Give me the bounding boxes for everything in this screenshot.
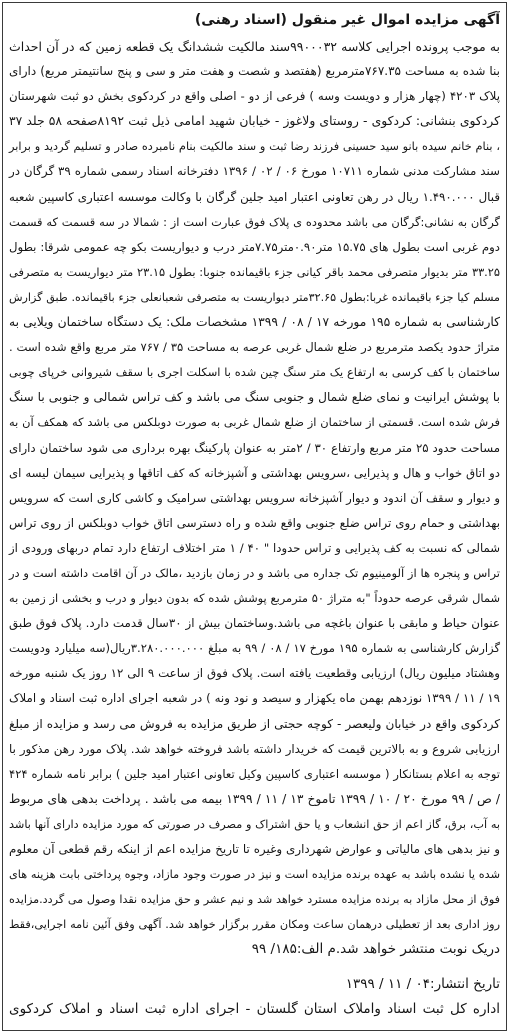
notice-line: مساحت حدود ۲۵ متر مربع وارتفاع ۳۰ / ۲متر به عنوان پارکینگ بهره برداری می شود ساختمان دارای [9, 440, 500, 455]
notice-line: / ص / ۹۹ مورخ ۲۰ / ۱۰ / ۱۳۹۹ تاموخ ۱۳ / ۱۱ / ۱۳۹۹ بیمه می باشد . پرداخت بدهی های مربوط [9, 791, 501, 806]
notice-line: کردکوی واقع در خیابان ولیعصر - کوچه حجتی از طریق مزایده به فروش می رسد و مزایده از مبلغ [9, 716, 500, 731]
notice-line: و دیوار و سقف آن اندود و دیوار آشپزخانه سرویس بهداشتی سرامیک و کاشی کاری است که سرویس [9, 490, 500, 505]
notice-line: دریک نوبت منتشر خواهد شد.م الف:۱۸۵/ ۹۹ [251, 941, 500, 958]
notice-line: ساختمان با کف کرسی به ارتفاع یک متر سنگ چین شده با اسکلت اجری با سقف شیروانی خرپای چوبی [9, 365, 500, 380]
notice-line: دوم غربی است بطول های ۱۵.۷۵ متر۰.۹۰متر۷.۷۵متر درب و دیواریست بکو چه عمومی شرقا: بطول [9, 239, 500, 254]
notice-line: بنا شده به مساحت ۷۶۷.۳۵مترمربع (هفتصد و شصت و هفت متر و سی و پنج سانتیمتر مربع) دارای [9, 64, 500, 79]
notice-line: مسلم کیا جزء باقیمانده غربا:بطول ۳۲.۶۵متر دیواریست به متصرفی شعبانعلی جزء باقیمانده. طبق گزارش [9, 290, 500, 304]
notice-line: کارشناسی به شماره ۱۹۵ مورخه ۱۷ / ۰۸ / ۱۳۹۹ مشخصات ملک: یک دستگاه ساختمان ویلایی به [9, 315, 501, 330]
notice-line: وهشتاد میلیون ریال) ارزیابی وقطعیت یافته است. پلاک فوق از ساعت ۹ الی ۱۲ روز یک شنبه مورخه [9, 666, 500, 681]
notice-line: با پوشش ایرانیت و نمای ضلع شمال و جنوبی سنگ می باشد و کف تراس شمالی و جنوبی با سنگ [9, 390, 500, 405]
notice-line: کردکوی بنشانی: کردکوی - روستای ولاغوز - خیابان شهید امامی ذیل ثبت ۸۱۹۲صفحه ۵۸ جلد ۳۷ [9, 114, 500, 129]
notice-line: ، بنام خانم سیده بانو سید حسینی فرزند رضا ثبت و سند مالکیت بنام نامبرده صادر و تسلیم گردید و برابر [9, 139, 500, 154]
notice-line: متراژ حدود یکصد مترمربع در ضلع شمال غربی عرصه به مساحت ۳۵ / ۷۶۷ متر مربع واقع شده است . [9, 340, 500, 355]
publish-date: تاریخ انتشار:۰۴ / ۱۱ / ۱۳۹۹ [345, 976, 500, 993]
notice-line: پلاک ۴۲۰۳ (چهار هزار و دویست وسه ) فرعی از دو - اصلی واقع در کردکوی بخش دو ثبت شهرستان [9, 89, 500, 104]
notice-line: قبال ۱.۴۹۰.۰۰۰ ریال در رهن تعاونی اعتبار امید جلین گرگان با وکالت موسسه اعتباری کاسپین شعبه [9, 189, 500, 204]
notice-line: ۱۹ / ۱۱ / ۱۳۹۹ نوزدهم بهمن ماه یکهزار و سیصد و نود ونه ) در شعبه اجرای اداره ثبت اسناد و املاک [9, 691, 500, 706]
notice-line: توجه به اعلام بستانکار ( موسسه اعتباری کاسپین وکیل تعاونی اعتبار امید جلین ) برابر نامه شماره ۴۲۴ [9, 766, 500, 781]
notice-line: گرگان به نشانی:گرگان می باشد محدوده ی پلاک فوق عبارت است از : شمالا در سه قسمت که قسمت [9, 214, 500, 229]
notice-line: عنوان حیاط و مابقی با عنوان باغچه می باشد.وساختمان بیش از ۳۰سال قدمت دارد. پلاک فوق طبق [9, 616, 500, 631]
notice-line: ۳۳.۲۵ متر بدیوار متصرفی محمد باقر کیانی جزء باقیمانده جنوبا: بطول ۲۳.۱۵ متر دیواریست به متصرفی [9, 264, 500, 279]
notice-line: سند مشارکت مدنی شماره ۱۰۷۱۱ مورخ ۰۶ / ۰۲ / ۱۳۹۶ دفترخانه اسناد رسمی شماره ۳۹ گرگان در [9, 164, 500, 179]
notice-line: ارزیابی شروع و به بالاترین قیمت که خریدار داشته باشد فروخته خواهد شد. پلاک مورد رهن مذکور با [9, 741, 500, 756]
notice-line: شمالی که نسبت به کف پذیرایی و تراس حدودا " ۴۰ / ۱ متر اختلاف ارتفاع دارد تمام دربهای ورودی از [9, 540, 500, 555]
notice-line: فرش شده است. قسمتی از ساختمان از ضلع شمال غربی به صورت دوبلکس می باشد که همکف آن به [9, 415, 500, 430]
notice-footer [9, 972, 500, 1022]
notice-line: فوق از محل مازاد به برنده مزایده مسترد خواهد شد و نیم عشر و حق مزایده نقدا وصول می گردد.مزایده [9, 893, 500, 907]
notice-line: روز اداری بعد از تعطیلی درهمان ساعت ومکان مقرر برگزار خواهد شد. آگهی وفق آئین نامه اجرایی،فقط [9, 918, 500, 932]
notice-line: شمال شرقی عرصه حدوداً "به متراژ ۵۰ مترمربع پوشش شده که بدون دیوار و درب و بخشی از زمین به [9, 591, 500, 606]
notice-line: و نیز بدهی های مالیاتی و عوارض شهرداری وغیره تا تاریخ مزایده اعم از اینکه رقم قطعی آن معلوم [9, 842, 500, 856]
notice-frame [2, 2, 507, 1031]
issuer-line: اداره کل ثبت اسناد واملاک استان گلستان - اجرای اداره ثبت اسناد و املاک کردکوی [9, 1001, 500, 1018]
notice-title: آگهی مزایده اموال غیر منقول (اسناد رهنی) [194, 12, 500, 28]
notice-line: به موجب پرونده اجرایی کلاسه ۹۹۰۰۰۳۲سند مالکیت ششدانگ یک قطعه زمین که در آن احداث [9, 39, 500, 54]
notice-body [9, 34, 500, 962]
notice-line: تراس و پنجره ها از آلومینیوم تک جداره می باشد و در زمان بازدید ،مالک در آن اقامت داشته است و در [9, 565, 500, 580]
notice-line: دو اتاق خواب و هال و پذیرایی ،سرویس بهداشتی و آشپزخانه که کف اتاقها و پذیرایی سیمان لیسه ای [9, 465, 500, 480]
notice-line: بهداشتی و حمام روی تراس ضلع جنوبی واقع شده و راه دسترسی اتاق خواب دوبلکس از روی تراس [9, 515, 500, 530]
notice-line: به آب، برق، گاز اعم از حق انشعاب و یا حق اشتراک و مصرف در صورتی که مورد مزایده دارای آنها باشد [9, 817, 500, 831]
notice-line: شده یا نشده باشد به عهده برنده مزایده است و نیز در صورت وجود مازاد، وجوه پرداختی بابت هزینه های [9, 868, 500, 882]
notice-line: گزارش کارشناسی به شماره ۱۹۵ مورخ ۱۷ / ۰۸ / ۹۹ به مبلغ ۳.۲۸۰.۰۰۰.۰۰۰ریال(سه میلیارد ودویست [9, 641, 500, 656]
